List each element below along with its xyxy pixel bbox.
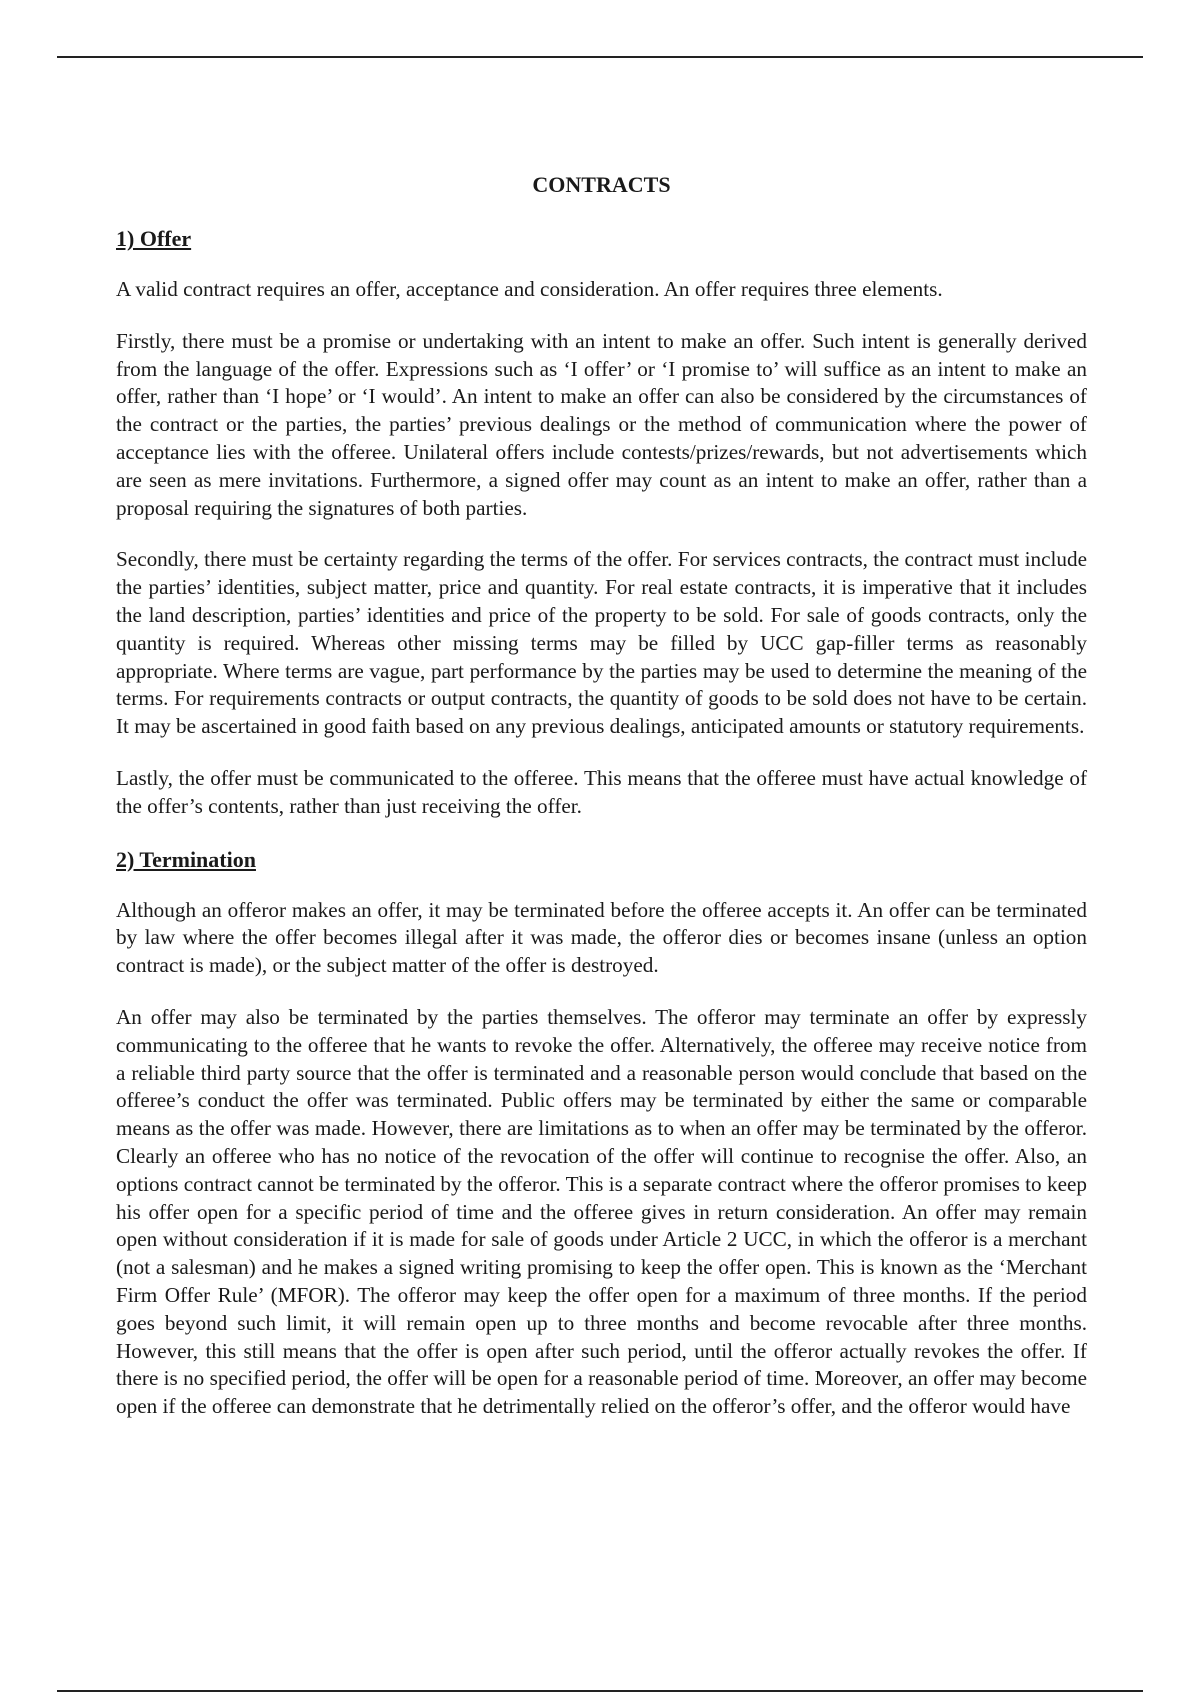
section-termination xyxy=(116,845,1087,1421)
section-offer xyxy=(116,224,1087,821)
document-page xyxy=(116,170,1087,1421)
bottom-rule xyxy=(57,1690,1143,1692)
paragraph: Secondly, there must be certainty regarding the terms of the offer. For services contracts, the contract must include the parties’ identities, subject matter, price and quantity. For real estate contracts, it is imperative that it includes the land description, parties’ identities and price of the property to be sold. For sale of goods contracts, only the quantity is required. Whereas other missing terms may be filled by UCC gap-filler terms as reasonably appropriate. Where terms are vague, part performance by the parties may be used to determine the meaning of the terms. For requirements contracts or output contracts, the quantity of goods to be sold does not have to be certain. It may be ascertained in good faith based on any previous dealings, anticipated amounts or statutory requirements. xyxy=(116,547,1087,739)
paragraph: A valid contract requires an offer, acceptance and consideration. An offer requires three elements. xyxy=(116,277,943,301)
section-heading-termination: 2) Termination xyxy=(116,846,256,872)
paragraph: Lastly, the offer must be communicated to the offeree. This means that the offeree must have actual knowledge of the offer’s contents, rather than just receiving the offer. xyxy=(116,765,1087,818)
paragraph: Although an offeror makes an offer, it may be terminated before the offeree accepts it. An offer can be terminated by law where the offer becomes illegal after it was made, the offeror dies or becomes insane (unless an option contract is made), or the subject matter of the offer is destroyed. xyxy=(116,897,1087,978)
document-title: CONTRACTS xyxy=(532,172,671,197)
paragraph: Firstly, there must be a promise or undertaking with an intent to make an offer. Such intent is generally derived from the language of the offer. Expressions such as ‘I offer’ or ‘I promise to’ will suffice as an intent to make an offer, rather than ‘I hope’ or ‘I would’. An intent to make an offer can also be considered by the circumstances of the contract or the parties, the parties’ previous dealings or the method of communication where the power of acceptance lies with the offeree. Unilateral offers include contests/prizes/rewards, but not advertisements which are seen as mere invitations. Furthermore, a signed offer may count as an intent to make an offer, rather than a proposal requiring the signatures of both parties. xyxy=(116,328,1087,520)
section-heading-offer: 1) Offer xyxy=(116,226,192,251)
top-rule xyxy=(57,56,1143,58)
paragraph: An offer may also be terminated by the parties themselves. The offeror may terminate an offer by expressly communicating to the offeree that he wants to revoke the offer. Alternatively, the offeree may receive notice from a reliable third party source that the offer is terminated and a reasonable person would conclude that based on the offeree’s conduct the offer was terminated. Public offers may be terminated by either the same or comparable means as the offer was made. However, there are limitations as to when an offer may be terminated by the offeror. Clearly an offeree who has no notice of the revocation of the offer will continue to recognise the offer. Also, an options contract cannot be terminated by the offeror. This is a separate contract where the offeror promises to keep his offer open for a specific period of time and the offeree gives in return consideration. An offer may remain open without consideration if it is made for sale of goods under Article 2 UCC, in which the offeror is a merchant (not a salesman) and he makes a signed writing promising to keep the offer open. This is known as the ‘Merchant Firm Offer Rule’ (MFOR). The offeror may keep the offer open for a maximum of three months. If the period goes beyond such limit, it will remain open up to three months and become revocable after three months. However, this still means that the offer is open after such period, until the offeror actually revokes the offer. If there is no specified period, the offer will be open for a reasonable period of time. Moreover, an offer may become open if the offeree can demonstrate that he detrimentally relied on the offeror’s offer, and the offeror would have xyxy=(116,1004,1087,1419)
